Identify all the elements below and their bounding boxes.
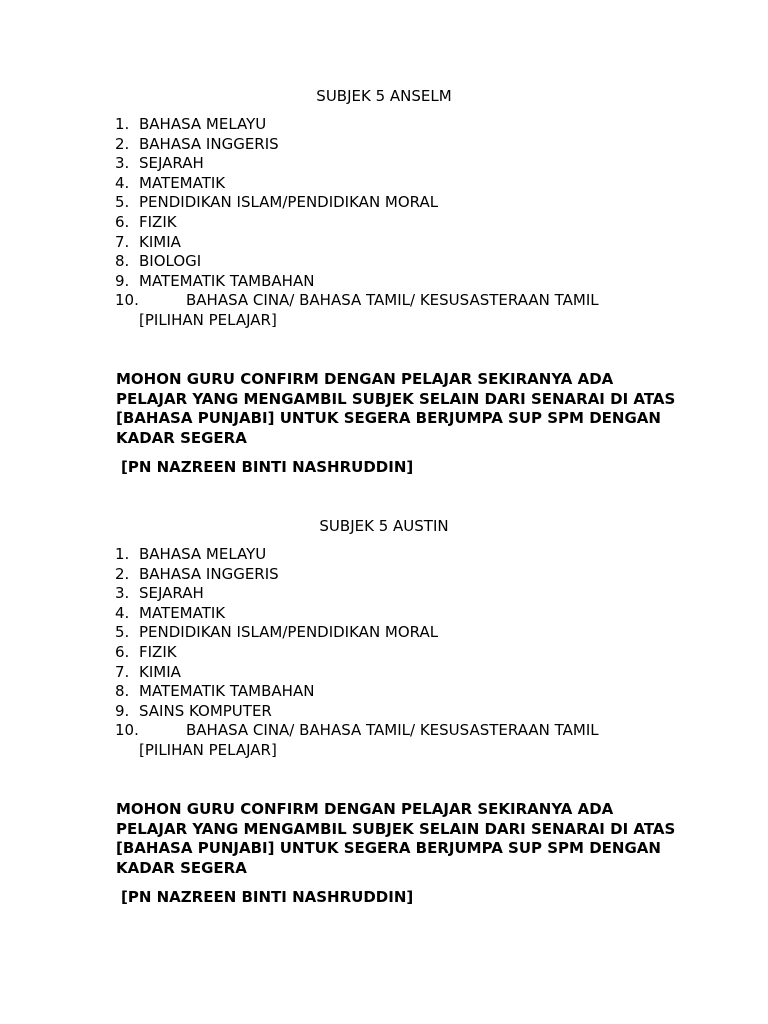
item-number: 2. [115,564,130,583]
list-item [115,154,715,174]
list-item [115,721,715,759]
list-item [115,663,715,683]
item-text: KIMIA [139,232,181,251]
item-number: 5. [115,623,130,642]
item-text: MATEMATIK [139,173,226,192]
section-title: SUBJEK 5 AUSTIN [319,517,449,535]
list-item [115,604,715,624]
item-text: BAHASA CINA/ BAHASA TAMIL/ KESUSASTERAAN TAMIL [186,291,599,310]
item-text: BAHASA CINA/ BAHASA TAMIL/ KESUSASTERAAN TAMIL [186,721,599,740]
item-text: MATEMATIK TAMBAHAN [139,271,315,290]
list-item [115,702,715,722]
item-note: [PILIHAN PELAJAR] [139,310,277,329]
list-item [115,565,715,585]
item-number: 10. [115,721,139,740]
notice-text: MOHON GURU CONFIRM DENGAN PELAJAR SEKIRANYA ADA PELAJAR YANG MENGAMBIL SUBJEK SELAIN DARI SENARAI DI ATAS [BAHASA PUNJABI] UNTUK SEGERA BERJUMPA SUP SPM DENGAN KADAR SEGERA [116,370,676,447]
item-text: FIZIK [139,212,177,231]
item-text: BIOLOGI [139,252,202,271]
item-text: BAHASA INGGERIS [139,564,279,583]
item-number: 4. [115,603,130,622]
list-item [115,682,715,702]
item-text: PENDIDIKAN ISLAM/PENDIDIKAN MORAL [139,623,439,642]
item-number: 9. [115,701,130,720]
list-item [115,272,715,292]
item-note: [PILIHAN PELAJAR] [139,740,277,759]
item-number: 7. [115,662,130,681]
signature: [PN NAZREEN BINTI NASHRUDDIN] [121,458,414,476]
item-number: 8. [115,682,130,701]
list-item [115,174,715,194]
item-text: MATEMATIK [139,603,226,622]
item-text: MATEMATIK TAMBAHAN [139,682,315,701]
item-text: SEJARAH [139,584,204,603]
item-number: 3. [115,154,130,173]
list-item [115,213,715,233]
item-number: 8. [115,252,130,271]
list-item [115,252,715,272]
item-text: BAHASA MELAYU [139,545,267,563]
list-item [115,233,715,253]
list-item [115,643,715,663]
item-number: 9. [115,271,130,290]
item-number: 4. [115,173,130,192]
item-number: 6. [115,212,130,231]
item-text: SEJARAH [139,154,204,173]
section-title: SUBJEK 5 ANSELM [316,87,452,105]
item-text: PENDIDIKAN ISLAM/PENDIDIKAN MORAL [139,193,439,212]
item-text: SAINS KOMPUTER [139,701,272,720]
list-item [115,623,715,643]
list-item [115,193,715,213]
item-number: 7. [115,232,130,251]
item-text: KIMIA [139,662,181,681]
list-item [115,584,715,604]
item-number: 2. [115,134,130,153]
list-item [115,291,715,329]
item-number: 6. [115,642,130,661]
item-number: 10. [115,291,139,310]
item-number: 1. [115,545,130,563]
item-text: BAHASA INGGERIS [139,134,279,153]
item-number: 1. [115,115,130,133]
item-number: 5. [115,193,130,212]
item-text: FIZIK [139,642,177,661]
list-item [115,545,715,565]
item-text: BAHASA MELAYU [139,115,267,133]
item-number: 3. [115,584,130,603]
signature: [PN NAZREEN BINTI NASHRUDDIN] [121,888,414,906]
list-item [115,115,715,135]
notice-text: MOHON GURU CONFIRM DENGAN PELAJAR SEKIRANYA ADA PELAJAR YANG MENGAMBIL SUBJEK SELAIN DARI SENARAI DI ATAS [BAHASA PUNJABI] UNTUK SEGERA BERJUMPA SUP SPM DENGAN KADAR SEGERA [116,800,676,877]
subject-list [115,115,715,329]
list-item [115,135,715,155]
subject-list [115,545,715,759]
